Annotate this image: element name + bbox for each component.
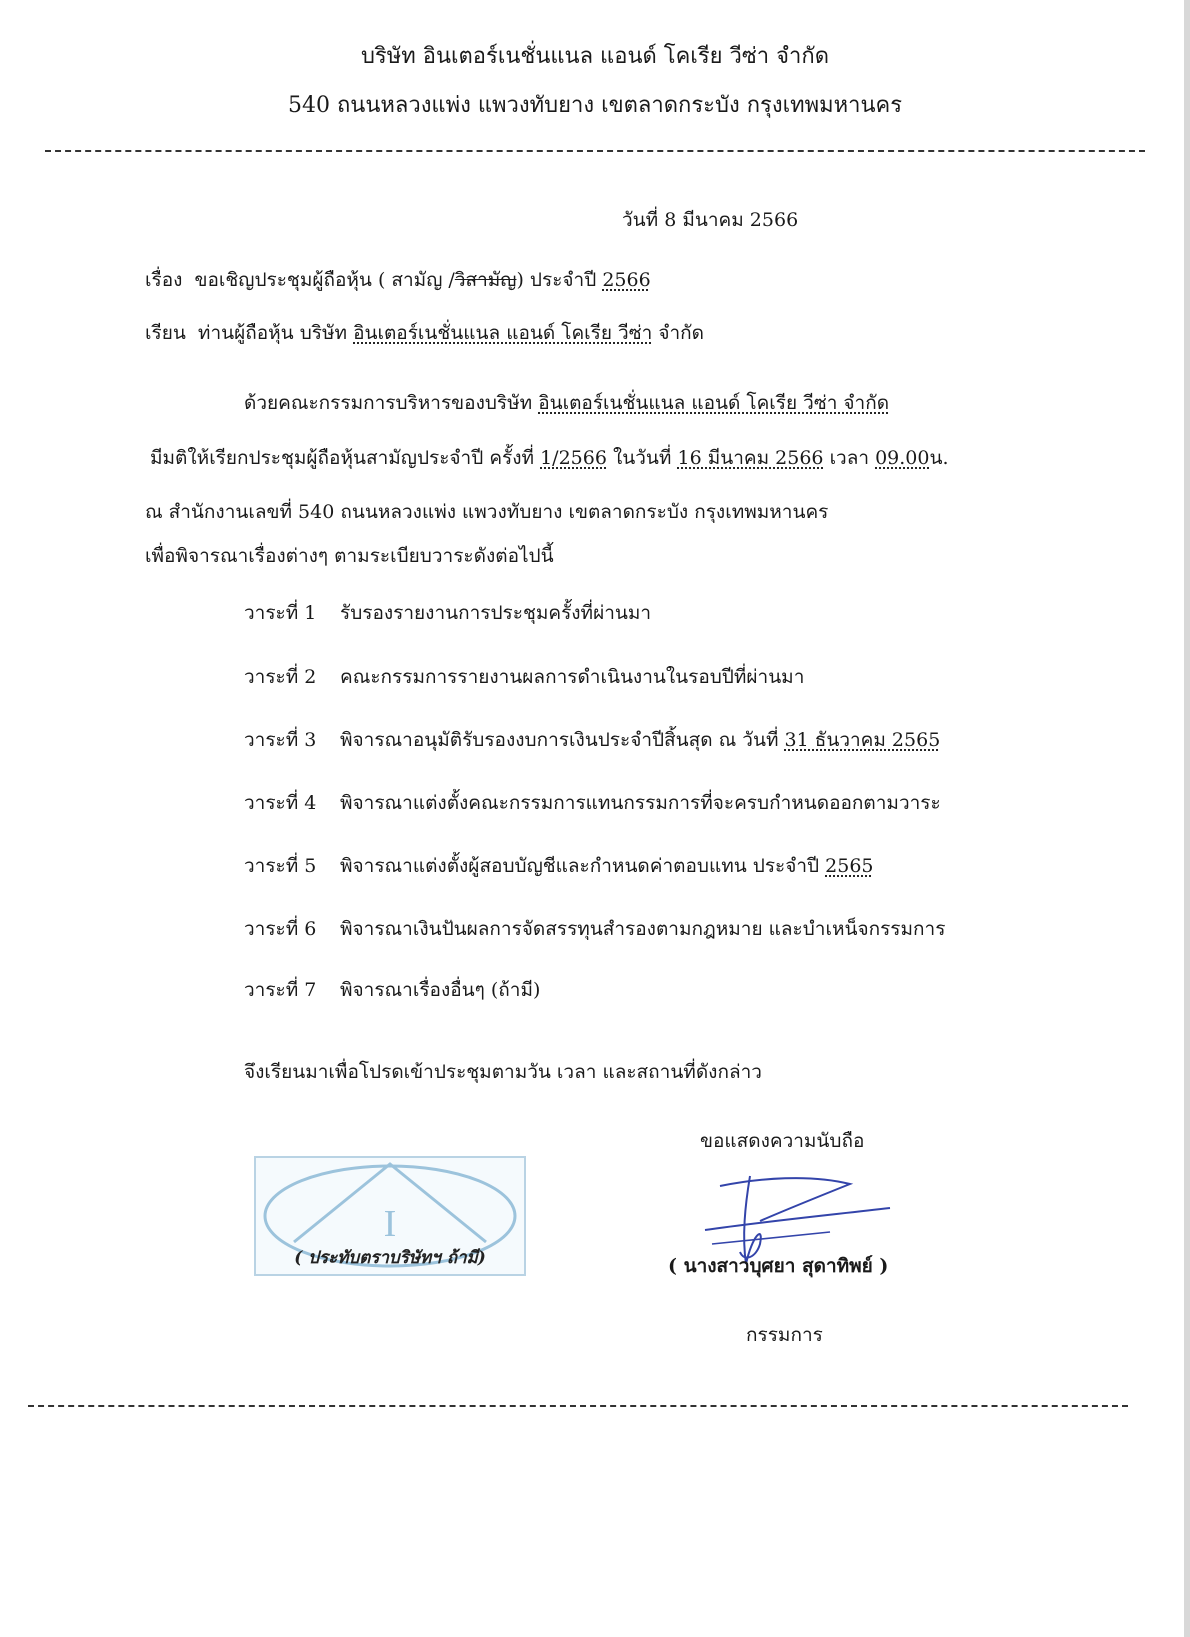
body-line-2-prefix: มีมติให้เรียกประชุมผู้ถือหุ้นสามัญประจำปี ครั้งที่ — [150, 447, 535, 469]
bottom-divider — [28, 1405, 1128, 1407]
agenda-number: วาระที่ 6 — [244, 918, 317, 940]
agenda-number: วาระที่ 2 — [244, 666, 317, 688]
agenda-item — [244, 598, 651, 628]
agenda-text: พิจารณาเงินปันผลการจัดสรรทุนสำรองตามกฎหมาย และบำเหน็จกรรมการ — [340, 918, 946, 940]
closing-text: จึงเรียนมาเพื่อโปรดเข้าประชุมตามวัน เวลา และสถานที่ดังกล่าว — [244, 1061, 762, 1083]
recipient-label: เรียน — [145, 322, 186, 344]
top-divider — [45, 150, 1145, 152]
recipient-text: ท่านผู้ถือหุ้น บริษัท — [197, 322, 348, 344]
agenda-item — [244, 725, 940, 755]
subject-struck-option: วิสามัญ — [454, 269, 517, 291]
stamp-label: ( ประทับตราบริษัทฯ ถ้ามี) — [294, 1248, 486, 1268]
body-line-2 — [150, 443, 949, 473]
agenda-number: วาระที่ 1 — [244, 602, 317, 624]
stamp-logo-letter: I — [383, 1203, 397, 1245]
body-line-1-prefix: ด้วยคณะกรรมการบริหารของบริษัท — [244, 392, 533, 414]
agenda-item — [244, 914, 945, 944]
agenda-text: รับรองรายงานการประชุมครั้งที่ผ่านมา — [340, 602, 652, 624]
meeting-date: 16 มีนาคม 2566 — [677, 447, 824, 469]
company-address: 540 ถนนหลวงแพ่ง แพวงทับยาง เขตลาดกระบัง กรุงเทพมหานคร — [287, 93, 903, 118]
agenda-text: พิจารณาเรื่องอื่นๆ (ถ้ามี) — [340, 979, 541, 1001]
subject-text-before: ขอเชิญประชุมผู้ถือหุ้น ( สามัญ / — [194, 269, 455, 291]
subject-text-after: ) ประจำปี — [516, 269, 597, 291]
recipient-suffix: จำกัด — [658, 322, 704, 344]
body-line-3: ณ สำนักงานเลขที่ 540 ถนนหลวงแพ่ง แพวงทับยาง เขตลาดกระบัง กรุงเทพมหานคร — [145, 501, 829, 523]
meeting-time: 09.00 — [875, 447, 930, 469]
agenda-fill: 31 ธันวาคม 2565 — [784, 729, 941, 751]
recipient-company: อินเตอร์เนชั่นแนล แอนด์ โคเรีย วีซ่า — [353, 322, 653, 344]
recipient-line — [145, 318, 704, 348]
company-name: บริษัท อินเตอร์เนชั่นแนล แอนด์ โคเรีย วีซ่า จำกัด — [360, 44, 830, 69]
body-line-4: เพื่อพิจารณาเรื่องต่างๆ ตามระเบียบวาระดังต่อไปนี้ — [145, 545, 554, 567]
subject-line — [145, 265, 651, 295]
regards-text: ขอแสดงความนับถือ — [700, 1130, 865, 1152]
body-company: อินเตอร์เนชั่นแนล แอนด์ โคเรีย วีซ่า จำกัด — [538, 392, 890, 414]
meeting-time-label: เวลา — [829, 447, 870, 469]
agenda-number: วาระที่ 5 — [244, 855, 317, 877]
meeting-number: 1/2566 — [540, 447, 607, 469]
meeting-date-label: ในวันที่ — [612, 447, 672, 469]
signer-title: กรรมการ — [746, 1324, 823, 1346]
agenda-text: พิจารณาแต่งตั้งคณะกรรมการแทนกรรมการที่จะครบกำหนดออกตามวาระ — [340, 792, 941, 814]
subject-label: เรื่อง — [145, 269, 183, 291]
letter-date: วันที่ 8 มีนาคม 2566 — [622, 209, 799, 231]
agenda-item — [244, 975, 540, 1005]
agenda-item — [244, 851, 874, 881]
agenda-number: วาระที่ 3 — [244, 729, 317, 751]
company-stamp — [254, 1156, 526, 1276]
agenda-text: คณะกรรมการรายงานผลการดำเนินงานในรอบปีที่ผ่านมา — [340, 666, 805, 688]
meeting-time-suffix: น. — [929, 447, 949, 469]
body-line-1 — [244, 388, 889, 418]
subject-year: 2566 — [602, 269, 651, 291]
agenda-text: พิจารณาอนุมัติรับรองงบการเงินประจำปีสิ้นสุด ณ วันที่ — [340, 729, 779, 751]
agenda-text: พิจารณาแต่งตั้งผู้สอบบัญชีและกำหนดค่าตอบแทน ประจำปี — [340, 855, 820, 877]
signer-name: ( นางสาวบุศยา สุดาทิพย์ ) — [668, 1255, 889, 1277]
agenda-number: วาระที่ 7 — [244, 979, 317, 1001]
agenda-fill: 2565 — [825, 855, 874, 877]
scan-edge — [1184, 0, 1190, 1637]
agenda-item — [244, 662, 804, 692]
agenda-item — [244, 788, 941, 818]
agenda-number: วาระที่ 4 — [244, 792, 317, 814]
